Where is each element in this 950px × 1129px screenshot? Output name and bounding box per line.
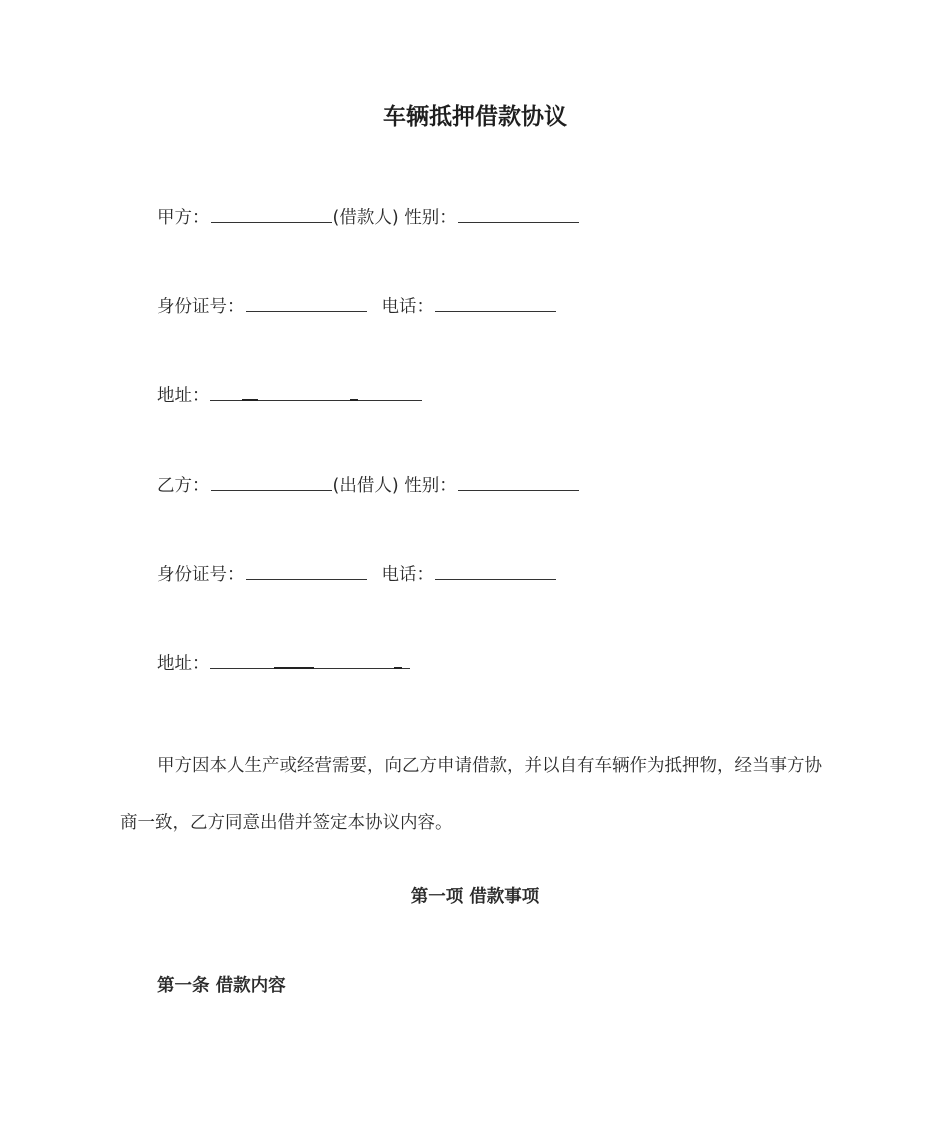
party-a-name-line bbox=[157, 204, 580, 230]
party-a-role-label: (借款人) 性别： bbox=[332, 208, 457, 228]
party-b-role-label: (出借人) 性别： bbox=[332, 476, 457, 496]
party-a-phone-blank bbox=[435, 293, 556, 312]
party-b-name-line bbox=[157, 472, 580, 498]
party-a-id-label: 身份证号： bbox=[157, 297, 245, 317]
article-heading: 第一条 借款内容 bbox=[157, 976, 286, 996]
party-a-label: 甲方： bbox=[157, 208, 210, 228]
party-a-address-blank bbox=[210, 386, 422, 406]
party-b-name-blank bbox=[211, 472, 332, 491]
party-a-address-label: 地址： bbox=[157, 386, 210, 406]
party-a-id-blank bbox=[246, 293, 367, 312]
party-b-address-label: 地址： bbox=[157, 654, 210, 674]
party-b-address-line bbox=[157, 650, 410, 676]
party-a-id-line bbox=[157, 293, 557, 319]
party-b-label: 乙方： bbox=[157, 476, 210, 496]
document-title: 车辆抵押借款协议 bbox=[383, 104, 567, 130]
party-a-phone-label: 电话： bbox=[381, 297, 434, 317]
party-b-gender-blank bbox=[458, 472, 579, 491]
party-b-phone-label: 电话： bbox=[381, 565, 434, 585]
party-a-name-blank bbox=[211, 204, 332, 223]
intro-paragraph: 甲方因本人生产或经营需要，向乙方申请借款，并以自有车辆作为抵押物，经当事方协商一致，乙方同意出借并签定本协议内容。 bbox=[120, 756, 822, 833]
party-a-address-line bbox=[157, 382, 422, 408]
party-b-address-blank bbox=[210, 654, 410, 674]
section-heading: 第一项 借款事项 bbox=[410, 887, 540, 907]
party-b-phone-blank bbox=[435, 561, 556, 580]
party-b-id-blank bbox=[246, 561, 367, 580]
party-b-id-label: 身份证号： bbox=[157, 565, 245, 585]
party-b-id-line bbox=[157, 561, 557, 587]
party-a-gender-blank bbox=[458, 204, 579, 223]
